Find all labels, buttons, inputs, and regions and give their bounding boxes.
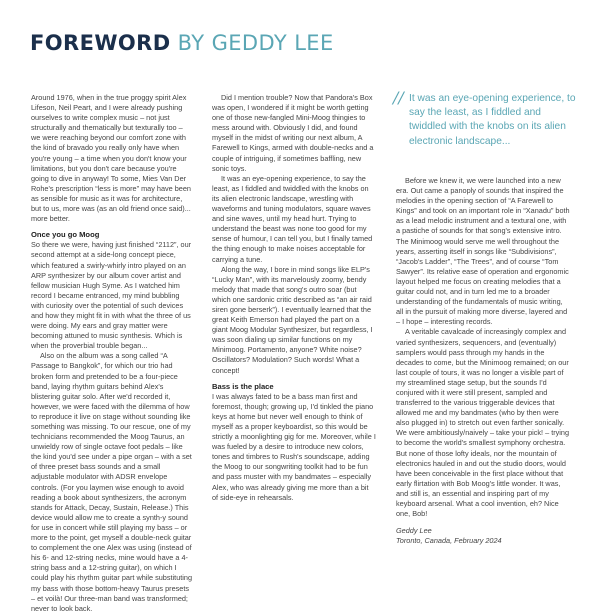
text-column-3: [396, 176, 570, 546]
paragraph: Also on the album was a song called “A Passage to Bangkok”, for which our trio had broken form and pretended to be a four-piece band, laying rhythm guitars behind Alex's blistering guitar solo. After we'd recorded it, however, we were faced with the dilemma of how to reproduce it live on stage without sounding like something was missing. To our rescue, one of my technicians recommended the Moog Taurus, an unwieldy row of single octave foot pedals – like the kind you'd see under a pipe organ – with a set of three preset bass sounds and a small adjustable modulator with ADSR envelope controls. (For you laymen wise enough to avoid reading a book about synthesizers, the acronym stands for Attack, Decay, Sustain, Release.) This device would allow me to create a synth-y sound for use in concert while still playing my bass – or more to the point, get myself a double-neck guitar to complement the one Alex was using (instead of his 6- and 12-string necks, mine would have a 4-string bass and a 12-string guitar), on which I could play his rhythm guitar part while substituting my bass with those bottom-heavy Taurus presets – et voilà! Our three-man band was transformed; never to look back.: [31, 351, 193, 613]
signature-place-date: Toronto, Canada, February 2024: [396, 536, 502, 546]
page-title: [30, 31, 334, 55]
pull-quote-text: It was an eye-opening experience, to say the least, as I fiddled and twiddled with the knobs on its alien electronic landscape...: [409, 93, 576, 147]
paragraph: So there we were, having just finished “2112”, our second attempt at a side-long concept piece, which featured a swirly-whirly intro played on an ARP synthesizer by our album cover artist and fellow musician Hugh Syme. As I watched him record I became entranced, my mind bubbling with curiosity over the potential of such devices and how they might fit in with what the three of us were doing. My ears and gray matter were becoming attuned to music synthesis. Which is when the proverbial trouble began...: [31, 240, 192, 351]
quote-mark-icon: //: [393, 88, 404, 107]
paragraph: Did I mention trouble? Now that Pandora's Box was open, I wondered if it might be worth getting one of those new-fangled Mini-Moog thingies to mess around with. Obviously I did, and found myself in the midst of writing our next album, A Farewell to Kings, armed with double-necks and a couple of intriguing, if sometimes baffling, new sonic toys.: [212, 93, 374, 173]
paragraph: Around 1976, when in the true proggy spirit Alex Lifeson, Neil Peart, and I were already pushing ourselves to write complex music – not just structurally and thematically but texturally too – we were reaching beyond our comfort zone with the kind of bravado you really only have when you're young – a time when you don't know your limitations, but you don't care because you're going to dive in anyway! To some, Mies Van Der Rohe's prescription “less is more” may have been as sensible for music as it was for architecture, but to us, more was (as an old friend once said)... more better.: [31, 93, 191, 224]
text-column-1: [31, 93, 193, 614]
paragraph: It was an eye-opening experience, to say the least, as I fiddled and twiddled with the knobs on its alien electronic landscape, wrestling with waveforms and tuning modulators, square waves and sine waves, until my head hurt. Trying to understand the beast was none too good for my sense of humour, I can tell you, but I finally tamed the thing enough to make noises acceptable for carrying a tune.: [212, 173, 373, 264]
paragraph: Before we knew it, we were launched into a new era. Out came a panoply of sounds that inspired the melodies in the opening section of “A Farewell to Kings” and took on an important role in “Xanadu” both as a lead melodic instrument and a textural one, with a pastiche of sounds for that song's extensive intro. The Minimoog would serve me well throughout the years, asserting itself in songs like “Subdivisions”, “Jacob's Ladder”, “The Trees”, and of course “Tom Sawyer”. Its relative ease of operation and ergonomic layout helped me focus on creating melodies that a guitar could not, and in turn led me to a broader understanding of the fundamentals of music writing, all in the pursuit of making more diverse, layered and – I hope – interesting records.: [396, 176, 570, 327]
title-foreword: FOREWORD: [30, 31, 171, 55]
pull-quote: [393, 88, 578, 149]
text-column-2: [212, 93, 376, 503]
signature: [396, 526, 570, 546]
paragraph: Along the way, I bore in mind songs like ELP's “Lucky Man”, with its marvelously zoomy, bendy melody that made that song's outro soar (but which one sardonic critic described as “an air raid siren gone berserk”). I eventually learned that the great Keith Emerson had played the part on a giant Moog Modular Synthesizer, but regardless, I was soon dialing up similar functions on my Minimoog. Portamento, anyone? White noise? Oscillators? Modulation? Such words! What a concept!: [212, 264, 373, 375]
signature-name: Geddy Lee: [396, 526, 432, 536]
paragraph: A veritable cavalcade of increasingly complex and varied synthesizers, sequencers, and (eventually) samplers would pass through my hands in the decades to come, but the Minimoog remained; on our last couple of tours, it was no longer a visible part of my streamlined stage setup, but the sounds I'd conjured with it were still present, sampled and transferred to the various triggerable devices that allowed me and my bandmates (who by then were also plugged in) to stretch out even farther sonically. We were ambitiously/naively – take your pick! – trying to become the world's smallest symphony orchestra. But none of those lofty ideals, nor the mountain of electronics hauled in and out the studio doors, would have been conceivable in the first place without that early flirtation with Bob Moog's little wonder. It was, and still is, an essential and inspiring part of my keyboard arsenal. What a cool invention, eh? Nice one, Bob!: [396, 327, 570, 519]
section-heading: Bass is the place: [212, 381, 274, 391]
title-author: BY GEDDY LEE: [170, 31, 334, 55]
paragraph: I was always fated to be a bass man first and foremost, though; growing up, I'd tinkled the piano keys at home but never well enough to think of myself as a proper keyboardist, so this would be strictly a moonlighting gig for me. Moreover, while I was fueled by a desire to introduce new colors, tones and timbres to Rush's soundscape, adding the Moog to our songwriting toolkit had to be fun and pass muster with my bandmates – especially Alex, who was already giving me more than a bit of side-eye in rehearsals.: [212, 391, 376, 502]
section-heading: Once you go Moog: [31, 230, 100, 240]
